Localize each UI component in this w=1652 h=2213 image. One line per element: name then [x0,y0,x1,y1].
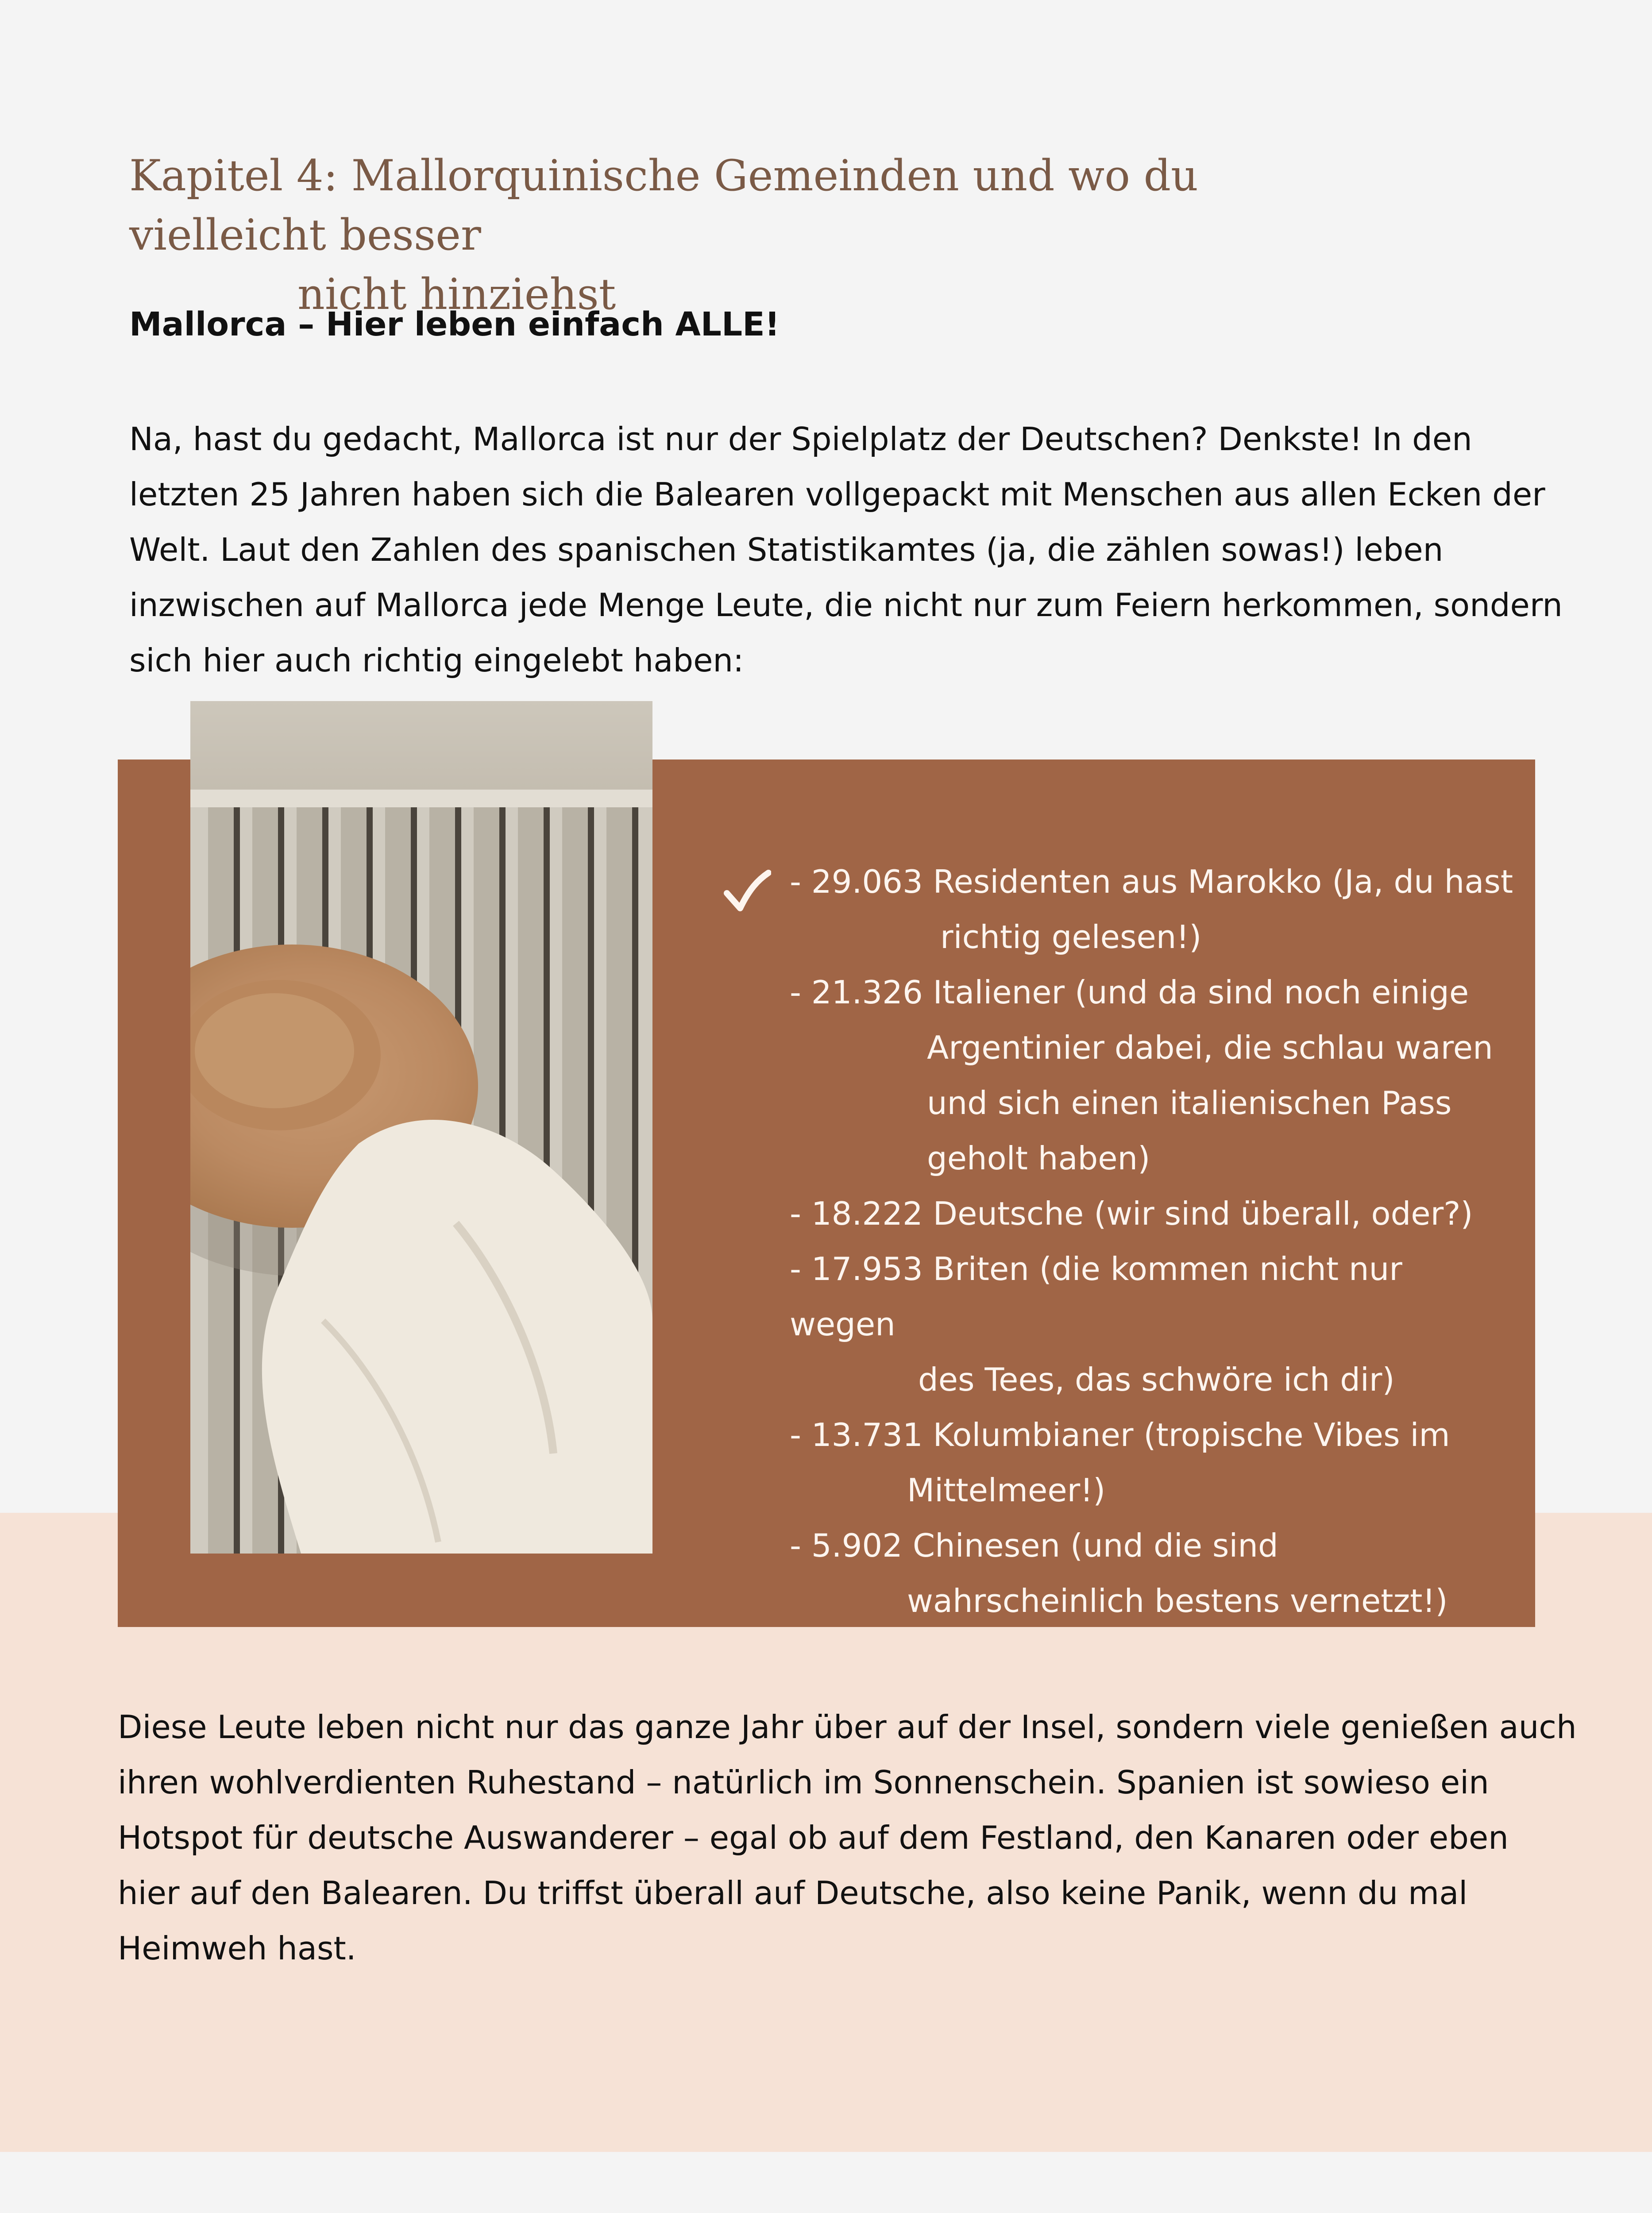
stat-line: - 17.953 Briten (die kommen nicht nur wegen [790,1250,1402,1343]
stats-list [790,854,1516,1629]
list-item [790,1518,1516,1629]
stat-line: - 5.902 Chinesen (und die sind [790,1527,1278,1564]
list-item [790,965,1516,1186]
chapter-title-line2: nicht hinziehst [297,270,616,319]
outro-paragraph: Diese Leute leben nicht nur das ganze Jahr über auf der Insel, sondern viele genießen auch ihren wohlverdienten Ruhestand – natürlich im Sonnenschein. Spanien ist sowieso ein Hotspot für deutsche Auswanderer – egal ob auf dem Festland, den Kanaren oder eben hier auf den Balearen. Du triffst überall auf Deutsche, also keine Panik, wenn du mal Heimweh hast. [118,1708,1577,1967]
straw-hat-swimsuit-photo [190,701,652,1554]
stat-continuation: wahrscheinlich bestens vernetzt!) [907,1582,1448,1619]
stat-continuation: Argentinier dabei, die schlau waren [927,1029,1493,1066]
stat-line: - 29.063 Residenten aus Marokko (Ja, du hast [790,863,1513,900]
stat-line: - 18.222 Deutsche (wir sind überall, oder?) [790,1195,1473,1232]
list-item [790,1186,1516,1241]
list-item [790,1407,1516,1518]
stat-line: - 13.731 Kolumbianer (tropische Vibes im [790,1416,1450,1453]
intro-paragraph: Na, hast du gedacht, Mallorca ist nur der Spielplatz der Deutschen? Denkste! In den letzten 25 Jahren haben sich die Balearen vollgepackt mit Menschen aus allen Ecken der Welt. Laut den Zahlen des spanischen Statistikamtes (ja, die zählen sowas!) leben inzwischen auf Mallorca jede Menge Leute, die nicht nur zum Feiern herkommen, sondern sich hier auch richtig eingelebt haben: [129,420,1563,679]
list-item [790,854,1516,965]
stat-continuation: geholt haben) [927,1140,1150,1177]
section-heading: Mallorca – Hier leben einfach ALLE! [129,305,780,343]
list-item [790,1241,1516,1407]
chapter-title-line1: Kapitel 4: Mallorquinische Gemeinden und wo du vielleicht besser [129,151,1198,260]
stat-continuation: richtig gelesen!) [940,918,1202,956]
stat-line: - 21.326 Italiener (und da sind noch einige [790,974,1469,1011]
stat-continuation: des Tees, das schwöre ich dir) [918,1361,1395,1398]
chapter-title [129,146,1324,324]
stat-continuation: Mittelmeer!) [907,1472,1106,1509]
check-icon [722,867,771,916]
stat-continuation: und sich einen italienischen Pass [927,1084,1452,1122]
